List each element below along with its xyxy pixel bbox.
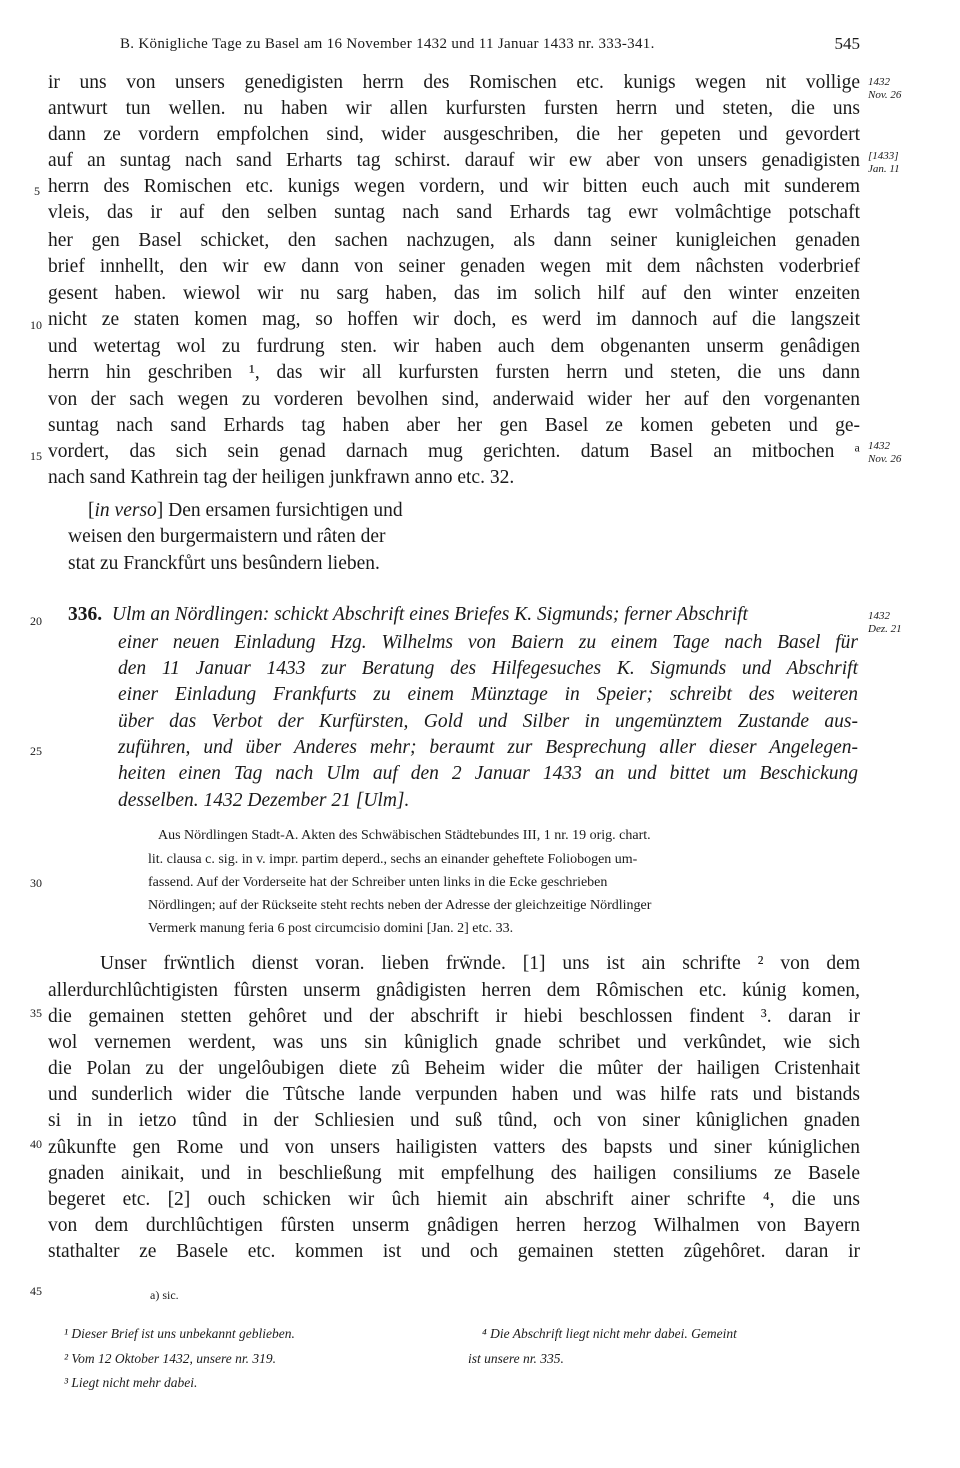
letter-line: gnaden ainikait, und in beschließung mit empfelhung des hailigen consiliums ze Basele	[48, 1163, 860, 1184]
body-line: herrn hin geschriben ¹, das wir all kurfursten fursten herrn und steten, die uns dann	[48, 362, 860, 383]
entry-heading	[68, 604, 858, 626]
margin-date	[868, 150, 938, 176]
body-line: herrn des Romischen etc. kunigs wegen vordern, und wir bitten euch auch mit sunderem	[48, 176, 860, 197]
entry-line: Ulm an Nördlingen: schickt Abschrift eines Briefes K. Sigmunds; ferner Abschrift	[111, 604, 748, 625]
body-line: suntag nach sand Erhards tag haben aber her gen Basel ze komen gebeten und ge-	[48, 415, 860, 436]
line-number: 15	[30, 449, 42, 463]
line-number: 20	[30, 614, 42, 628]
source-line: Aus Nördlingen Stadt-A. Akten des Schwäbischen Städtebundes III, 1 nr. 19 orig. chart.	[158, 828, 651, 843]
page-number: 545	[834, 34, 860, 53]
margin-date	[868, 610, 938, 636]
footnote-2: ² Vom 12 Oktober 1432, unsere nr. 319.	[64, 1351, 277, 1366]
letter-line: die Polan zu der ungelôubigen diete zû Beheim wider die mûter der hailigen Cristenhait	[48, 1058, 860, 1079]
entry-number: 336.	[68, 604, 103, 625]
body-line: antwurt tun wellen. nu haben wir allen kurfursten fursten herrn und steten, die uns	[48, 98, 860, 119]
line-number: 10	[30, 318, 42, 332]
source-line: lit. clausa c. sig. in v. impr. partim deperd., sechs an einander geheftete Foliobogen um-	[148, 852, 638, 867]
verso-label: in verso	[94, 500, 157, 521]
letter-line: Unser frẅntlich dienst voran. lieben frẅnde. [1] uns ist ain schrifte ² von dem	[100, 953, 860, 974]
line-number: 35	[30, 1006, 42, 1020]
letter-line: und sunderlich wider die Tûtsche lande verpunden haben und was hilfe rats und bistands	[48, 1084, 860, 1105]
body-line: dann ze vordern empfolchen sind, wider ausgeschriben, die her gepeten und gevordert	[48, 124, 860, 145]
line-number: 40	[30, 1137, 42, 1151]
entry-line: heiten einen Tag nach Ulm auf den 2 Januar 1433 an und bittet um Beschickung	[118, 763, 858, 784]
letter-line: allerdurchlûchtigisten fûrsten unserm gnâdigisten herren dem Rômischen etc. kúnig komen,	[48, 980, 860, 1001]
margin-date-year: 1432	[868, 440, 890, 452]
body-line: her gen Basel schicket, den sachen nachzugen, als dann seiner kunigleichen genaden	[48, 230, 860, 251]
entry-line: den 11 Januar 1433 zur Beratung des Hilfegesuches K. Sigmunds und Abschrift	[118, 658, 858, 679]
verso-line-2: weisen den burgermaistern und râten der	[68, 526, 386, 547]
letter-line: von dem durchlûchtigen fûrsten unserm gnâdigen herren herzog Wilhalmen von Bayern	[48, 1215, 860, 1236]
letter-line: zûkunfte gen Rome und von unsers hailigisten vatters des bapsts und siner kúniglichen	[48, 1137, 860, 1158]
verso-line-1: Den ersamen fursichtigen und	[168, 500, 403, 521]
margin-date-day: Dez. 21	[868, 623, 902, 635]
margin-date	[868, 76, 938, 102]
body-line: und wetertag wol zu furdrung sten. wir haben auch dem obgenanten unserm genâdigen	[48, 336, 860, 357]
source-line: Nördlingen; auf der Rückseite steht rechts neben der Adresse der gleichzeitige Nördlinger	[148, 898, 652, 913]
body-line: brief innhellt, den wir ew dann von seiner genaden wegen mit dem nâchsten voderbrief	[48, 256, 860, 277]
letter-line: stathalter ze Basele etc. kommen ist und och gemainen stetten zûgehôret. daran ir	[48, 1241, 860, 1262]
body-line: von der sach wegen zu vorderen bevolhen sind, anderwaid wider her auf den vorgenanten	[48, 389, 860, 410]
letter-line: wol vernemen werdent, was uns sin kûniglich gnade schribet und verkûndet, wie sich	[48, 1032, 860, 1053]
body-line: nach sand Kathrein tag der heiligen junkfrawn anno etc. 32.	[48, 467, 515, 488]
margin-date-year: [1433]	[868, 150, 899, 162]
line-number: 5	[34, 184, 40, 198]
body-line: vleis, das ir auf den selben suntag nach sand Erhards tag ewr volmâchtige potschaft	[48, 202, 860, 223]
footnote-variant-a: a) sic.	[150, 1288, 179, 1302]
verso-line-3: stat zu Franckfůrt uns besûndern lieben.	[68, 553, 380, 574]
letter-line: si in in ietzo tûnd in der Schliesien und suß tûnd, och von siner kûniglichen gnaden	[48, 1110, 860, 1131]
body-line: auf an suntag nach sand Erharts tag schirst. darauf wir ew aber von unsers genadigisten	[48, 150, 860, 171]
margin-date-day: Nov. 26	[868, 89, 902, 101]
source-line: Vermerk manung feria 6 post circumcisio domini [Jan. 2] etc. 33.	[148, 921, 514, 936]
body-line: nicht ze staten komen mag, so hoffen wir doch, es werd im dannoch auf die langszeit	[48, 309, 860, 330]
margin-date-year: 1432	[868, 610, 890, 622]
entry-line: einer neuen Einladung Hzg. Wilhelms von Baiern zu einem Tage nach Basel für	[118, 632, 858, 653]
margin-date-day: Nov. 26	[868, 453, 902, 465]
body-line: gesent haben. wiewol wir nu sarg haben, das im solich hilf auf den winter enzeiten	[48, 283, 860, 304]
footnote-4-continued: ist unsere nr. 335.	[468, 1351, 564, 1366]
line-number: 30	[30, 876, 42, 890]
footnote-1: ¹ Dieser Brief ist uns unbekannt geblieben.	[64, 1326, 295, 1341]
line-number: 25	[30, 744, 42, 758]
margin-date-year: 1432	[868, 76, 890, 88]
footnote-4: ⁴ Die Abschrift liegt nicht mehr dabei. Gemeint	[482, 1326, 737, 1341]
entry-line: zuführen, und über Anderes mehr; beraumt zur Besprechung aller dieser Angelegen-	[118, 737, 858, 758]
footnote-3: ³ Liegt nicht mehr dabei.	[64, 1375, 198, 1390]
body-line: vordert, das sich sein genad darnach mug gerichten. datum Basel an mitbochen ᵃ	[48, 441, 860, 462]
letter-line: begeret etc. [2] ouch schicken wir ûch hiemit ain abschrift ainer schrifte ⁴, die uns	[48, 1189, 860, 1210]
entry-line: einer Einladung Frankfurts zu einem Münztage in Speier; schreibt des weiteren	[118, 684, 858, 705]
entry-line: desselben. 1432 Dezember 21 [Ulm].	[118, 790, 410, 811]
entry-line: über das Verbot der Kurfürsten, Gold und Silber in ungemünztem Zustande aus-	[118, 711, 858, 732]
verso-address-line: [in verso] Den ersamen fursichtigen und	[88, 500, 403, 521]
body-line: ir uns von unsers genedigisten herrn des Romischen etc. kunigs wegen nit vollige	[48, 72, 860, 93]
margin-date	[868, 440, 938, 466]
letter-line: die gemainen stetten gehôret und der abschrift ir hiebi beschlossen findent ³. daran ir	[48, 1006, 860, 1027]
line-number: 45	[30, 1284, 42, 1298]
running-header: B. Königliche Tage zu Basel am 16 November 1432 und 11 Januar 1433 nr. 333-341.	[120, 36, 655, 52]
source-line: fassend. Auf der Vorderseite hat der Schreiber unten links in die Ecke geschrieben	[148, 875, 608, 890]
margin-date-day: Jan. 11	[868, 163, 900, 175]
